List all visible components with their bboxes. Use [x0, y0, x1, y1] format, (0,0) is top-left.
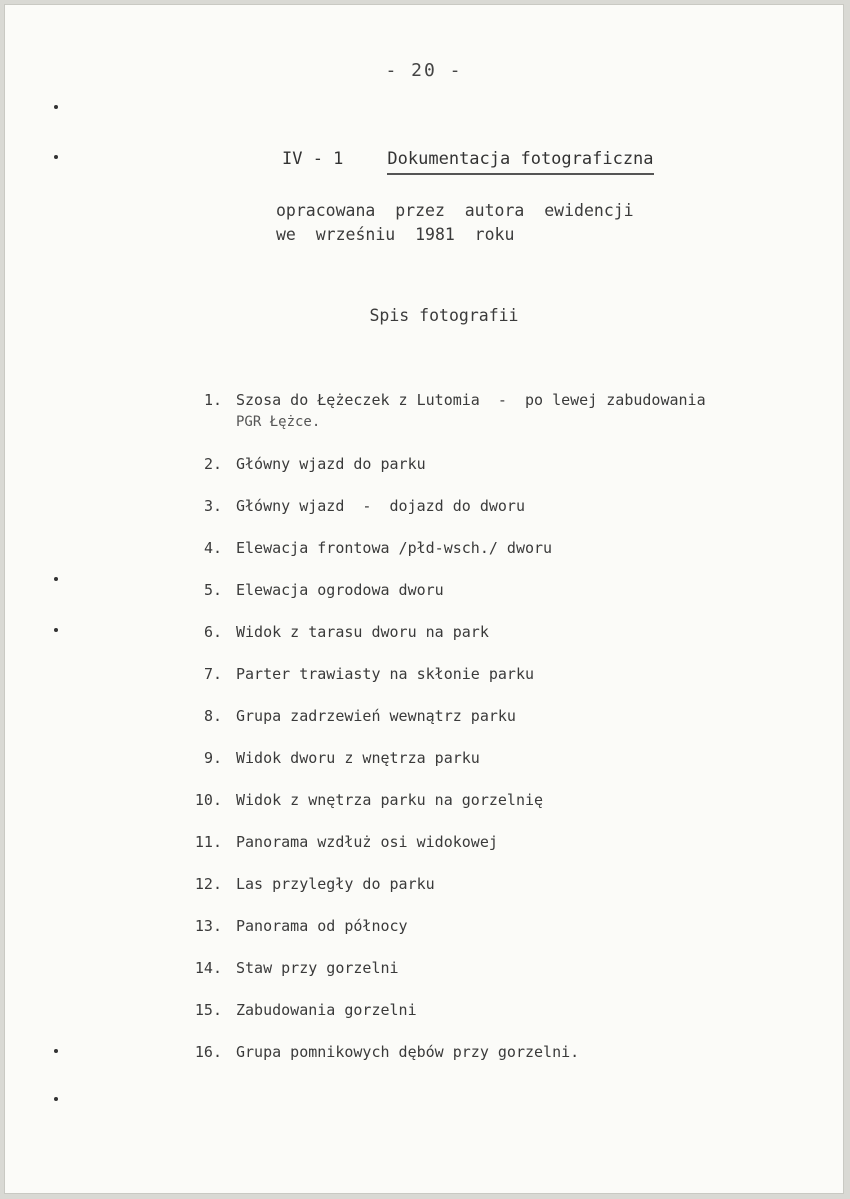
item-number: 1. — [203, 391, 222, 409]
binder-hole-mark — [54, 1049, 58, 1053]
subtitle — [276, 199, 634, 247]
list-item — [164, 915, 784, 957]
list-item — [164, 705, 784, 747]
subtitle-line-1: opracowana przez autora ewidencji — [276, 201, 634, 220]
item-text: Las przyległy do parku — [236, 875, 435, 893]
list-item — [164, 789, 784, 831]
item-number: 11. — [194, 833, 222, 851]
list-item — [164, 389, 784, 453]
item-number: 8. — [203, 707, 222, 725]
list-item — [164, 579, 784, 621]
item-number: 3. — [203, 497, 222, 515]
item-text: Widok z wnętrza parku na gorzelnię — [236, 791, 544, 809]
list-item — [164, 831, 784, 873]
item-text: Widok z tarasu dworu na park — [236, 623, 489, 641]
section-title: Dokumentacja fotograficzna — [387, 149, 653, 175]
item-text: Staw przy gorzelni — [236, 959, 399, 977]
binder-hole-mark — [54, 577, 58, 581]
item-number: 6. — [203, 623, 222, 641]
item-text: Grupa pomnikowych dębów przy gorzelni. — [236, 1043, 580, 1061]
item-text: Panorama wzdłuż osi widokowej — [236, 833, 498, 851]
item-text: Elewacja frontowa /płd-wsch./ dworu — [236, 539, 553, 557]
binder-hole-mark — [54, 105, 58, 109]
binder-hole-mark — [54, 628, 58, 632]
item-number: 16. — [194, 1043, 222, 1061]
binder-hole-mark — [54, 1097, 58, 1101]
item-text: Główny wjazd - dojazd do dworu — [236, 497, 525, 515]
list-item — [164, 453, 784, 495]
document-page — [4, 4, 844, 1194]
photo-list — [164, 389, 784, 1083]
list-item — [164, 537, 784, 579]
list-item — [164, 495, 784, 537]
item-number: 10. — [194, 791, 222, 809]
item-number: 7. — [203, 665, 222, 683]
subtitle-line-2: we wrześniu 1981 roku — [276, 225, 515, 244]
list-item — [164, 873, 784, 915]
item-number: 4. — [203, 539, 222, 557]
item-text: Parter trawiasty na skłonie parku — [236, 665, 535, 683]
list-item — [164, 621, 784, 663]
item-number: 9. — [203, 749, 222, 767]
item-text: Zabudowania gorzelni — [236, 1001, 417, 1019]
item-number: 2. — [203, 455, 222, 473]
item-number: 5. — [203, 581, 222, 599]
item-text-continuation: PGR Łężce. — [236, 414, 321, 430]
item-number: 13. — [194, 917, 222, 935]
list-item — [164, 747, 784, 789]
section-heading — [282, 149, 654, 175]
item-text: Elewacja ogrodowa dworu — [236, 581, 444, 599]
page-number: - 20 - — [385, 60, 463, 81]
list-item — [164, 957, 784, 999]
item-number: 12. — [194, 875, 222, 893]
binder-hole-mark — [54, 155, 58, 159]
item-text: Grupa zadrzewień wewnątrz parku — [236, 707, 516, 725]
item-text: Widok dworu z wnętrza parku — [236, 749, 480, 767]
item-number: 15. — [194, 1001, 222, 1019]
item-text: Szosa do Łężeczek z Lutomia - po lewej zabudowania — [236, 391, 706, 409]
list-title: Spis fotografii — [369, 306, 519, 325]
section-number: IV - 1 — [282, 149, 344, 169]
list-item — [164, 663, 784, 705]
item-number: 14. — [194, 959, 222, 977]
list-item — [164, 999, 784, 1041]
item-text: Panorama od północy — [236, 917, 408, 935]
item-text: Główny wjazd do parku — [236, 455, 426, 473]
list-item — [164, 1041, 784, 1083]
